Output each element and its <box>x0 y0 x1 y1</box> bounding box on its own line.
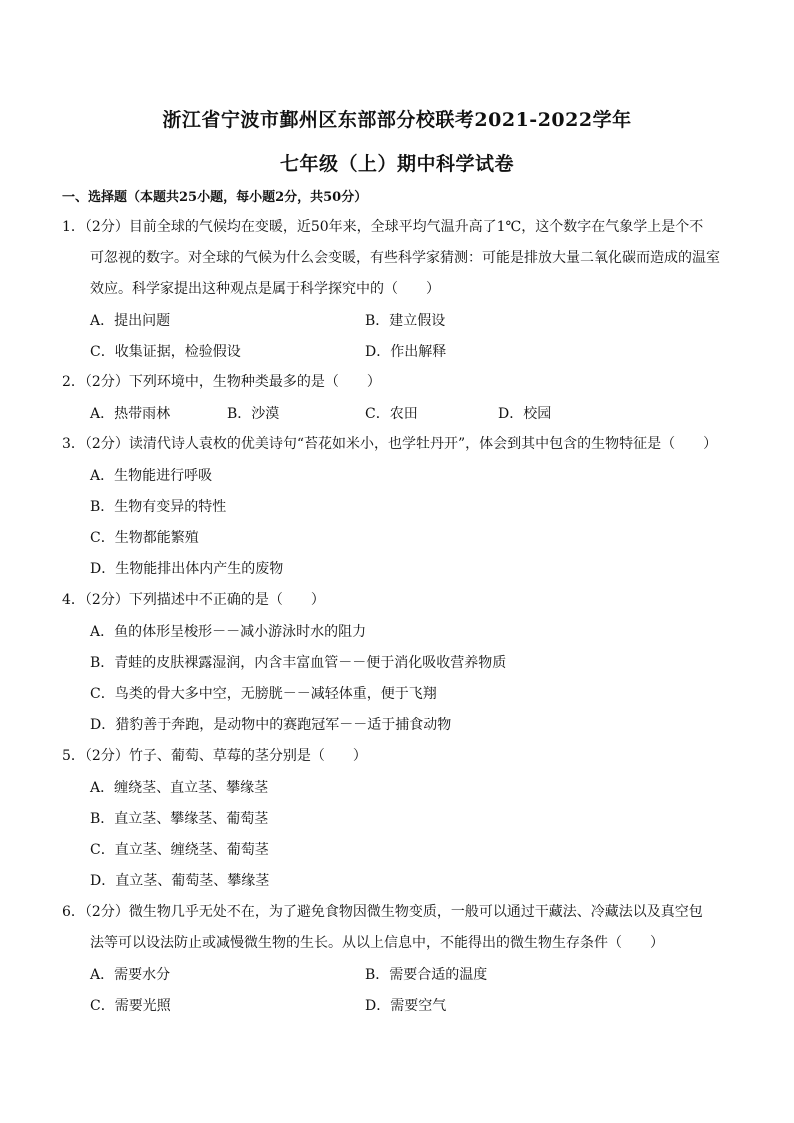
option-d: D．校园 <box>498 406 552 422</box>
question-stem-line: 可忽视的数字。对全球的气候为什么会变暖，有些科学家猜测：可能是排放大量二氧化碳而造成的温室 <box>90 250 720 266</box>
option-c: C．需要光照 <box>90 998 171 1014</box>
question-stem-line: 3．（2分）读清代诗人袁枚的优美诗句“苔花如米小，也学牡丹开”，体会到其中包含的生物特征是（ ） <box>62 436 718 452</box>
option-b: B．建立假设 <box>365 313 446 329</box>
section-heading: 一、选择题（本题共25小题，每小题2分，共50分） <box>62 190 368 205</box>
question-stem-line: 法等可以设法防止或减慢微生物的生长。从以上信息中，不能得出的微生物生存条件（ ） <box>90 935 664 951</box>
question-2 <box>62 367 737 398</box>
title-line-2: 七年级（上）期中科学试卷 <box>279 153 514 175</box>
option-b: B．直立茎、攀缘茎、葡萄茎 <box>90 811 269 827</box>
question-stem-line: 5．（2分）竹子、葡萄、草莓的茎分别是（ ） <box>62 748 367 764</box>
option-d: D．生物能排出体内产生的废物 <box>90 561 284 577</box>
option-c: C．农田 <box>365 406 418 422</box>
option-b: B．沙漠 <box>227 406 280 422</box>
option-b: B．需要合适的温度 <box>365 967 488 983</box>
option-b: B．青蛙的皮肤裸露湿润，内含丰富血管－－便于消化吸收营养物质 <box>90 655 507 671</box>
option-a: A．缠绕茎、直立茎、攀缘茎 <box>90 780 269 796</box>
option-a: A．生物能进行呼吸 <box>90 468 213 484</box>
question-5 <box>62 741 737 772</box>
question-stem-line: 2．（2分）下列环境中，生物种类最多的是（ ） <box>62 374 381 390</box>
option-d: D．需要空气 <box>365 998 447 1014</box>
option-d: D．猎豹善于奔跑，是动物中的赛跑冠军－－适于捕食动物 <box>90 717 452 733</box>
question-6 <box>62 897 737 959</box>
question-1 <box>62 212 737 305</box>
option-d: D．直立茎、葡萄茎、攀缘茎 <box>90 873 270 889</box>
title-line-1: 浙江省宁波市鄞州区东部部分校联考2021-2022学年 <box>162 109 632 131</box>
option-c: C．直立茎、缠绕茎、葡萄茎 <box>90 842 269 858</box>
option-c: C．收集证据，检验假设 <box>90 344 241 360</box>
option-c: C．生物都能繁殖 <box>90 530 199 546</box>
option-a: A．提出问题 <box>90 313 171 329</box>
question-stem-line: 1．（2分）目前全球的气候均在变暖，近50年来，全球平均气温升高了1℃，这个数字在气象学上是个不 <box>62 219 704 235</box>
option-b: B．生物有变异的特性 <box>90 499 227 515</box>
option-a: A．鱼的体形呈梭形－－减小游泳时水的阻力 <box>90 624 367 640</box>
question-stem-line: 效应。科学家提出这种观点是属于科学探究中的（ ） <box>90 281 440 297</box>
question-3 <box>62 429 737 460</box>
question-stem-line: 6．（2分）微生物几乎无处不在，为了避免食物因微生物变质，一般可以通过干藏法、冷藏法以及真空包 <box>62 904 703 920</box>
option-c: C．鸟类的骨大多中空，无膀胱－－减轻体重，便于飞翔 <box>90 686 437 702</box>
option-a: A．需要水分 <box>90 967 171 983</box>
question-stem-line: 4．（2分）下列描述中不正确的是（ ） <box>62 592 325 608</box>
option-d: D．作出解释 <box>365 344 447 360</box>
question-4 <box>62 585 737 616</box>
option-a: A．热带雨林 <box>90 406 171 422</box>
